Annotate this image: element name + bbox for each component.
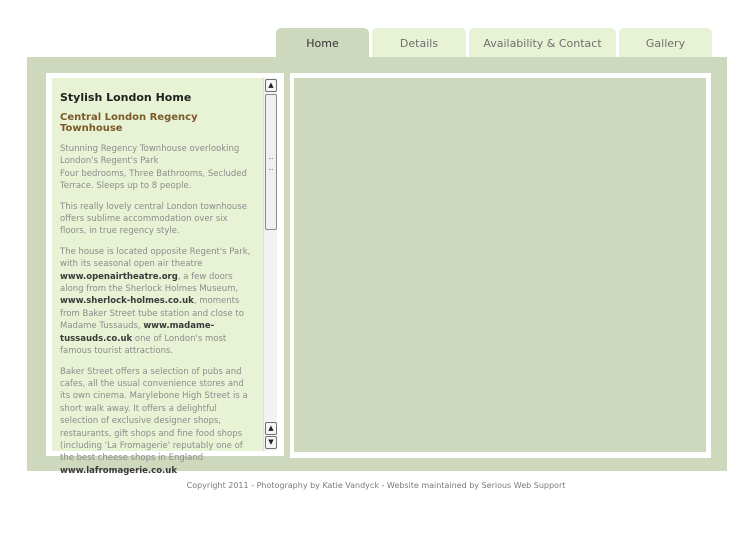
tab-home[interactable]: Home	[276, 28, 369, 58]
madame-tussauds-link[interactable]: www.madame-tussauds.co.uk	[60, 321, 215, 344]
footer-copyright: Copyright 2011 - Photography by Katie Vandyck - Website maintained by Serious Web Support	[186, 481, 566, 490]
grip-icon	[269, 158, 273, 170]
tab-gallery[interactable]: Gallery	[619, 28, 712, 58]
text-panel	[46, 73, 284, 476]
page-subtitle: Central London Regency Townhouse	[60, 112, 198, 134]
scroll-thumb[interactable]	[265, 94, 277, 230]
sherlock-holmes-link[interactable]: www.sherlock-holmes.co.uk	[60, 296, 194, 307]
scroll-up-arrow-icon[interactable]: ▲	[265, 422, 277, 435]
description-paragraph: This really lovely central London townhouse offers sublime accommodation over six floors, in true regency style.	[60, 201, 247, 237]
location-paragraph: The house is located opposite Regent's Park, with its seasonal open air theatre www.openairtheatre.org, a few doors along from the Sherlock Holmes Museum, www.sherlock-holmes.co.uk, moments from Baker Street tube station and close to Madame Tussauds, www.madame-tussauds.co.uk one of London's most famous tourist attractions.	[60, 246, 251, 357]
amenities-paragraph: Baker Street offers a selection of pubs and cafes, all the usual convenience stores and its own cinema. Marylebone High Street is a short walk away. It offers a delightful selection of exclusive designer shops, restaurants, gift shops and fine food shops (including 'La Fromagerie' reputably one of the best cheese shops in England www.lafromagerie.co.uk	[60, 366, 248, 476]
photo-panel	[290, 73, 711, 458]
scroll-down-icon[interactable]: ▼	[265, 436, 277, 449]
tab-availability-contact[interactable]: Availability & Contact	[469, 28, 616, 58]
intro-paragraph: Stunning Regency Townhouse overlooking London's Regent's Park Four bedrooms, Three Bathrooms, Secluded Terrace. Sleeps up to 8 people.	[60, 144, 247, 192]
main-nav-tabs	[0, 28, 727, 58]
openairtheatre-link[interactable]: www.openairtheatre.org	[60, 271, 178, 282]
site-title: Stylish London Home	[60, 91, 192, 104]
scroll-up-icon[interactable]: ▲	[265, 79, 277, 92]
text-scrollbar[interactable]	[263, 78, 277, 451]
tab-details[interactable]: Details	[372, 28, 466, 58]
lafromagerie-link[interactable]: www.lafromagerie.co.uk	[60, 465, 177, 476]
text-panel-scroll-area[interactable]	[52, 78, 263, 476]
photo-area	[294, 78, 706, 452]
